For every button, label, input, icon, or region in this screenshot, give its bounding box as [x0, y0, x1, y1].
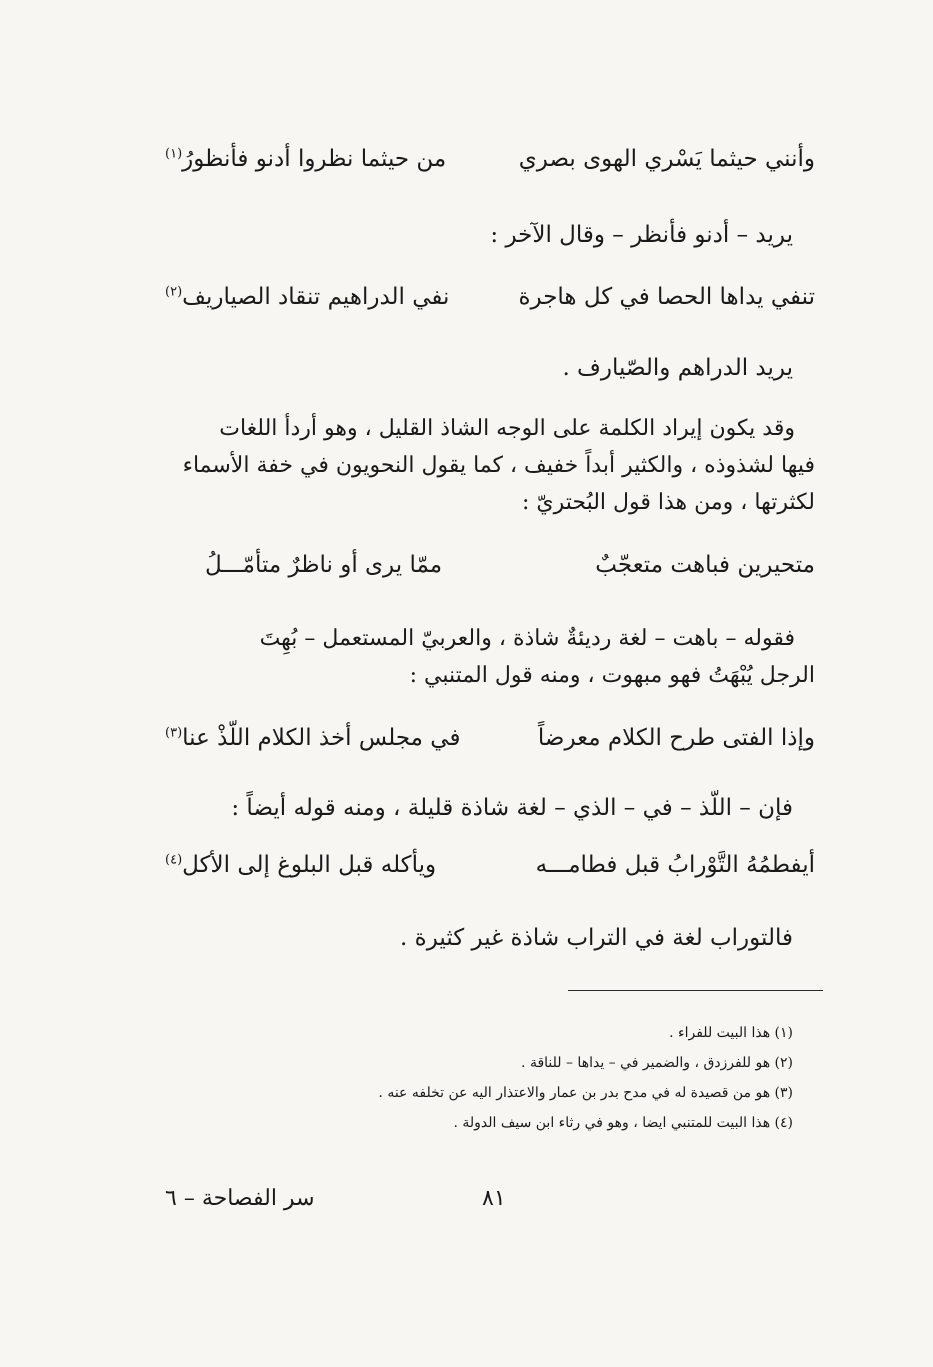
page-number: ٨١ — [482, 1186, 506, 1211]
verse-1-left-hemistich: من حيثما نظروا أدنو فأنظورُ$^{(١)}$ — [165, 146, 447, 172]
footnote-separator-rule — [568, 990, 823, 991]
verse-5-right-hemistich: أيفطمُهُ التَّوْرابُ قبل فطامـــه — [535, 852, 815, 878]
verse-5 — [165, 852, 815, 878]
footnote-mark-4: (٤) — [165, 852, 183, 868]
footnotes — [378, 1018, 793, 1138]
verse-2-right-hemistich: تنفي يداها الحصا في كل هاجرة — [518, 284, 815, 310]
text-line-tawrab: فالتوراب لغة في التراب شاذة غير كثيرة . — [400, 925, 793, 951]
verse-4-left-hemistich: في مجلس أخذ الكلام اللّذْ عنا$^{(٣)}$ — [165, 725, 461, 751]
text-line-fa-in: فإن – اللّذ – في – الذي – لغة شاذة قليلة ، ومنه قوله أيضاً : — [231, 795, 793, 821]
paragraph-2 — [165, 620, 815, 694]
paragraph-2-line-2: الرجل يُبْهَتُ فهو مبهوت ، ومنه قول المتنبي : — [409, 663, 815, 688]
paragraph-1-line-1: وقد يكون إيراد الكلمة على الوجه الشاذ القليل ، وهو أردأ اللغات — [219, 416, 795, 441]
paragraph-2-line-1: فقوله – باهت – لغة رديئةٌ شاذة ، والعربيّ المستعمل – بُهِتَ — [259, 626, 795, 651]
footnote-mark-3: (٣) — [165, 725, 183, 741]
verse-2-left-hemistich: نفي الدراهيم تنقاد الصياريف$^{(٢)}$ — [165, 284, 450, 310]
text-line-yurid-2: يريد الدراهم والصّيارف . — [562, 355, 793, 381]
verse-3 — [205, 552, 815, 578]
paragraph-1-line-3: لكثرتها ، ومن هذا قول البُحتريّ : — [521, 490, 815, 515]
verse-4-right-hemistich: وإذا الفتى طرح الكلام معرضاً — [537, 725, 815, 751]
verse-4 — [165, 725, 815, 751]
footnote-3: (٣) هو من قصيدة له في مدح بدر بن عمار والاعتذار اليه عن تخلفه عنه . — [378, 1085, 793, 1101]
verse-2 — [165, 284, 815, 310]
footnote-mark-1: (١) — [165, 146, 183, 162]
footnote-4: (٤) هذا البيت للمتنبي ايضا ، وهو في رثاء ابن سيف الدولة . — [453, 1115, 793, 1131]
text-line-yurid-1: يريد – أدنو فأنظر – وقال الآخر : — [490, 222, 793, 248]
footnote-mark-2: (٢) — [165, 284, 183, 300]
book-signature: سر الفصاحة – ٦ — [165, 1186, 315, 1211]
paragraph-1-line-2: فيها لشذوذه ، والكثير أبداً خفيف ، كما يقول النحويون في خفة الأسماء — [182, 453, 815, 478]
verse-3-left-hemistich: ممّا يرى أو ناظرٌ متأمّـــلُ — [205, 552, 443, 578]
verse-1-right-hemistich: وأنني حيثما يَسْري الهوى بصري — [518, 146, 815, 172]
paragraph-1 — [165, 410, 815, 521]
verse-3-right-hemistich: متحيرين فباهت متعجّبٌ — [595, 552, 815, 578]
verse-1 — [165, 146, 815, 172]
verse-5-left-hemistich: ويأكله قبل البلوغ إلى الأكل$^{(٤)}$ — [165, 852, 437, 878]
footnote-2: (٢) هو للفرزدق ، والضمير في – يداها – للناقة . — [521, 1055, 793, 1071]
footnote-1: (١) هذا البيت للفراء . — [669, 1025, 793, 1041]
